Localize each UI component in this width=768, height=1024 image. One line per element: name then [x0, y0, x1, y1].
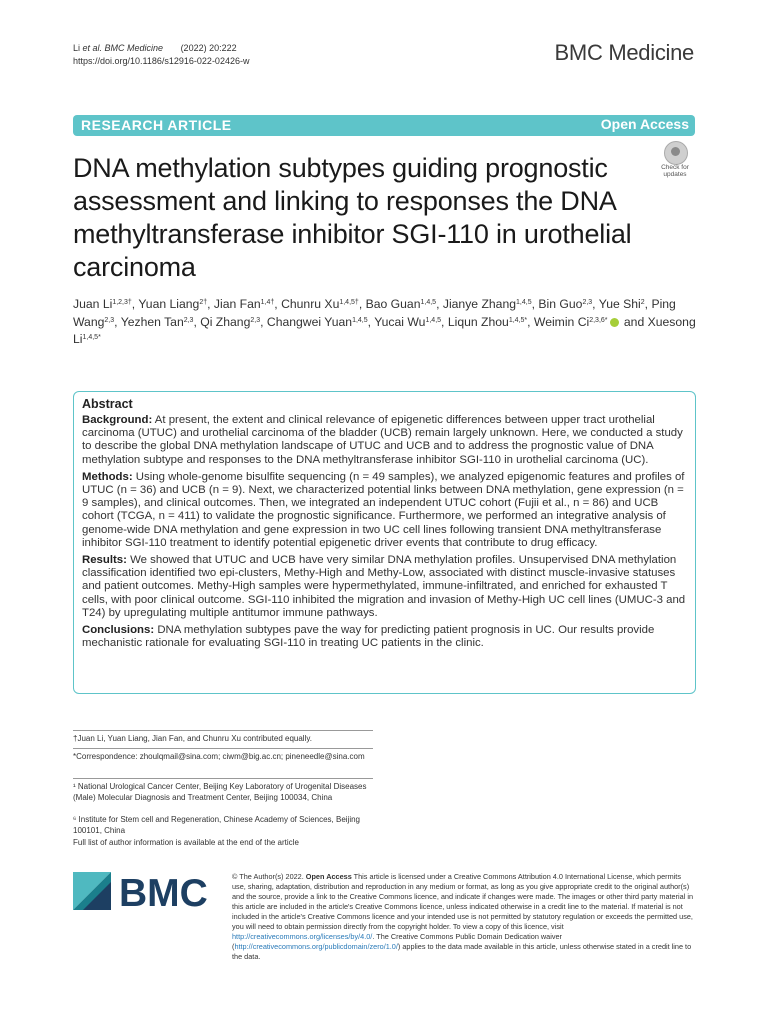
author[interactable]	[599, 297, 645, 311]
footnote-affiliation-6: ⁶ Institute for Stem cell and Regeneration, Chinese Academy of Sciences, Beijing 100101, China	[73, 815, 361, 835]
results-label: Results:	[82, 554, 127, 567]
author-name: Liqun Zhou	[447, 314, 509, 329]
author-name: Xuesong Li	[73, 314, 696, 346]
author[interactable]	[538, 297, 592, 311]
author-name: Yucai Wu	[374, 314, 426, 329]
author[interactable]	[121, 315, 194, 329]
abstract-background	[82, 414, 686, 467]
doi-link[interactable]: https://doi.org/10.1186/s12916-022-02426-w	[73, 56, 250, 66]
footnote-equal: †Juan Li, Yuan Liang, Jian Fan, and Chunru Xu contributed equally.	[73, 734, 312, 743]
bmc-logo	[73, 868, 215, 919]
author-affiliation: 2†	[199, 299, 208, 306]
license-statement	[232, 872, 695, 962]
author-affiliation: 2,3	[183, 316, 194, 324]
author-name: Yuan Liang	[138, 297, 200, 311]
author-affiliation: 1,4,5	[425, 316, 442, 324]
abstract-methods	[82, 471, 686, 550]
citation-authors: Li	[73, 43, 83, 53]
license-text-3: ) applies to the data made available in this article, unless otherwise stated in a credit line to the data.	[232, 942, 692, 961]
author-affiliation: 2,3	[104, 316, 115, 324]
author-name: Yue Shi	[598, 297, 641, 311]
author-affiliation: 2	[640, 299, 645, 306]
footnote-divider	[73, 748, 373, 749]
author[interactable]	[214, 297, 274, 311]
author-name: Jianye Zhang	[442, 297, 517, 311]
license-text-1: This article is licensed under a Creative Commons Attribution 4.0 International License, which permits use, sharing, adaptation, distribution and reproduction in any medium or format, as long as you give appropriate credit to the original author(s) and the source, provide a link to the Creative Commons licence, and indicate if changes were made. The images or other third party material in this article are included in the article's Creative Commons licence, unless indicated otherwise in a credit line to the material. If material is not included in the article's Creative Commons licence and your intended use is not permitted by statutory regulation or exceeds the permitted use, you will need to obtain permission directly from the copyright holder. To view a copy of this licence, visit	[232, 872, 694, 931]
citation-year: (2022) 20:222	[180, 43, 237, 53]
author-name: Bao Guan	[365, 297, 421, 311]
author[interactable]	[534, 315, 621, 329]
author[interactable]	[443, 297, 532, 311]
background-text: At present, the extent and clinical relevance of epigenetic differences between upper tract urothelial carcinoma (UTUC) and urothelial carcinoma of the bladder (UCB) remain largely unknown. Here, we conducted a study to describe the global DNA methylation landscape of UTUC and UCB and to address the prognostic value of DNA methylation subtype and responses to the DNA methyltransferase inhibitor SGI-110 in urothelial carcinoma (UC).	[82, 414, 683, 466]
author[interactable]	[366, 297, 436, 311]
author-affiliation: 1,4,5	[516, 299, 532, 306]
bmc-logo-mark	[73, 868, 215, 914]
author-affiliation: 1,4,5*	[508, 316, 528, 324]
author-name: Chunru Xu	[281, 297, 340, 311]
author-list: Juan $Li^{1,2,3\dagger}$, Yuan Liang$^{2\dagger}$, Jian Fan$^{1,4\dagger}$, Chunru $Xu^{1,4,5\dagger}$, Bao Guan$^{1,4,5}$, Jianye Zhang$^{1,4,5}$, Bin Guo$^{2,3}$, Yue Shi$^2$, Ping Wang$^{2,3}$, Yezhen Tan$^{2,3}$, Qi Zhang$^{2,3}$, Changwei Yuan$^{1,4,5}$, Yucai Wu$^{1,4,5}$, Liqun Zhou$^{1,4,5*}$, Weimin $Ci^{2,3,6*}$ and Xuesong $Li^{1,4,5*}$	[73, 297, 696, 346]
footnote-divider	[73, 778, 373, 779]
conclusions-text: DNA methylation subtypes pave the way for predicting patient prognosis in UC. Our results provide mechanistic rationale for evaluating SGI-110 in treating UC patients in the clinic.	[82, 624, 655, 650]
methods-text: Using whole-genome bisulfite sequencing (n = 49 samples), we analyzed epigenomic features and profiles of UTUC (n = 36) and UCB (n = 9). Next, we characterized potential links between DNA methylation, gene expression (n = 9 samples), and clinical outcomes. Then, we integrated an independent UTUC cohort (Fujii et al., n = 86) and UCB cohort (TCGA, n = 411) to validate the prognostic significance. Furthermore, we performed an integrative analysis of genome-wide DNA methylation and gene expression in two UC cell lines following transient DNA methyltransferase inhibitor SGI-110 treatment to identify potential epigenetic driver events that contribute to drug efficacy.	[82, 470, 685, 549]
bmc-logo-text: BMC	[119, 872, 208, 914]
author-name: Weimin Ci	[533, 314, 590, 329]
author-name: Bin Guo	[538, 297, 583, 311]
author-affiliation: 1,4,5*	[82, 334, 101, 341]
author-affiliation: 2,3	[250, 316, 261, 324]
author[interactable]	[281, 297, 359, 311]
license-link-cc-by[interactable]: http://creativecommons.org/licenses/by/4.0/	[232, 932, 373, 941]
license-text-2: . The Creative Commons Public Domain Dedication waiver (	[232, 932, 562, 951]
author-affiliation: 1,4,5†	[339, 299, 359, 306]
check-updates-line2: updates	[663, 171, 687, 178]
author-affiliation: 2,3	[582, 299, 593, 306]
author-affiliation: 1,2,3†	[112, 299, 132, 306]
article-type-banner	[73, 115, 695, 136]
author-name: Juan Li	[73, 297, 113, 311]
footnote-divider	[73, 730, 373, 731]
citation-line	[73, 42, 249, 55]
author-name: Changwei Yuan	[266, 314, 353, 329]
abstract-heading: Abstract	[82, 397, 133, 411]
author-affiliation: 1,4†	[260, 299, 275, 306]
abstract-results	[82, 554, 686, 620]
author[interactable]	[374, 315, 441, 329]
open-access-label: Open Access	[600, 116, 689, 132]
author[interactable]	[200, 315, 260, 329]
citation-journal: et al. BMC Medicine	[82, 43, 164, 53]
results-text: We showed that UTUC and UCB have very similar DNA methylation profiles. Unsupervised DNA methylation classification identified two epi-clusters, Methy-High and Methy-Low, associated with distinct muscle-invasive statuses and patient outcomes. Methy-High samples were hypermethylated, immune-infiltrated, and enriched for exhausted T cells, with poor clinical outcome. SGI-110 inhibited the migration and invasion of Methy-High UC cell lines (UMUC-3 and T24) by upregulating multiple antitumor immune pathways.	[82, 554, 686, 619]
footnote-full-list: Full list of author information is available at the end of the article	[73, 838, 299, 847]
author-name: Yezhen Tan	[120, 314, 184, 329]
orcid-icon[interactable]	[610, 318, 619, 327]
check-updates-line1: Check for	[661, 164, 689, 171]
conclusions-label: Conclusions:	[82, 624, 155, 637]
footnote-correspondence: *Correspondence: zhoulqmail@sina.com; ciwm@big.ac.cn; pineneedle@sina.com	[73, 752, 365, 761]
author-name: Ping Wang	[73, 297, 676, 329]
abstract-box	[73, 391, 696, 694]
abstract-conclusions	[82, 624, 686, 650]
license-open-access: Open Access	[305, 872, 352, 881]
license-link-cc0[interactable]: http://creativecommons.org/publicdomain/zero/1.0/	[234, 942, 398, 951]
author[interactable]	[448, 315, 527, 329]
author-affiliation: 1,4,5	[352, 316, 368, 324]
author[interactable]	[73, 297, 132, 311]
author-name: Qi Zhang	[200, 314, 251, 329]
author-affiliation: 1,4,5	[420, 299, 437, 306]
footnote-affiliation-1: ¹ National Urological Cancer Center, Beijing Key Laboratory of Urogenital Diseases (Male) Molecular Diagnosis and Treatment Center, Beijing 100034, China	[73, 782, 367, 802]
article-type: RESEARCH ARTICLE	[81, 117, 232, 133]
article-title: DNA methylation subtypes guiding prognostic assessment and linking to responses the DNA methyltransferase inhibitor SGI-110 in urothelial carcinoma	[73, 153, 632, 282]
author[interactable]	[267, 315, 368, 329]
author-name: Jian Fan	[213, 297, 261, 311]
copyright: © The Author(s) 2022.	[232, 872, 304, 881]
citation-block	[73, 42, 249, 68]
methods-label: Methods:	[82, 470, 133, 483]
journal-name: BMC Medicine	[554, 40, 694, 65]
author[interactable]	[138, 297, 207, 311]
background-label: Background:	[82, 414, 153, 426]
author-affiliation: 2,3,6*	[589, 316, 608, 324]
